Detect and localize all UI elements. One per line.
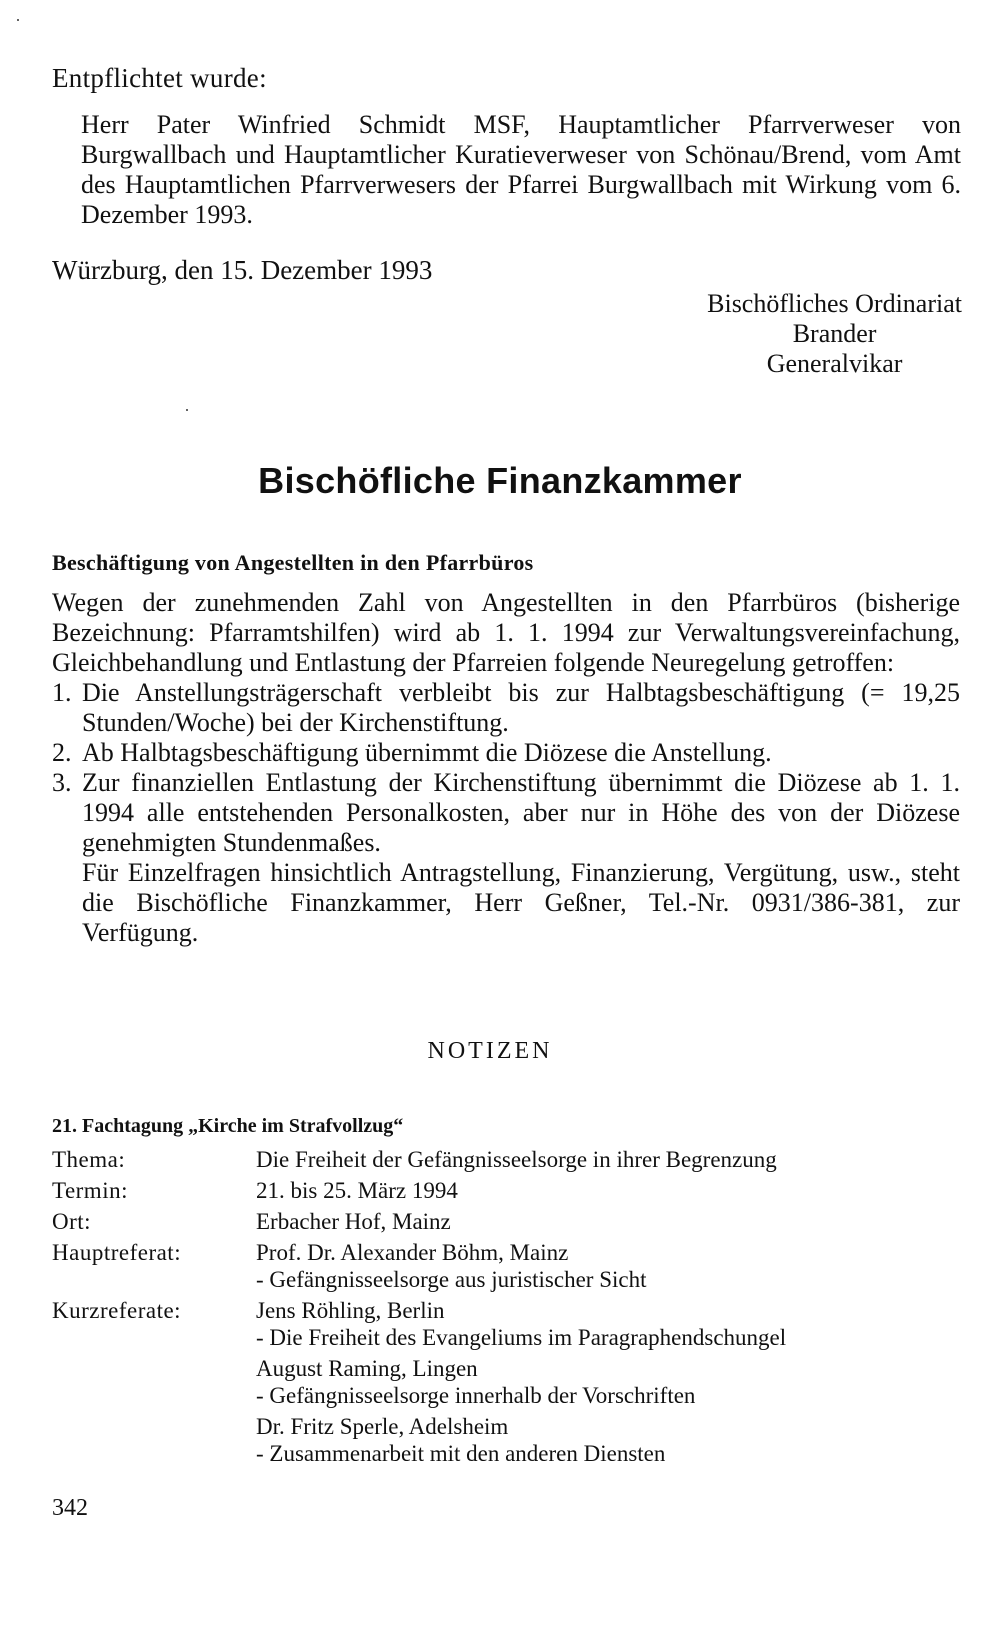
short-talk-speaker: August Raming, Lingen	[256, 1356, 478, 1381]
main-talk-speaker: Prof. Dr. Alexander Böhm, Mainz	[256, 1240, 569, 1265]
theme-label: Thema:	[52, 1147, 126, 1172]
event-row-short-talks	[52, 1297, 952, 1467]
list-number: 3.	[52, 768, 72, 797]
event-row-date	[52, 1177, 952, 1204]
dismissal-text: Herr Pater Winfried Schmidt MSF, Hauptamtlicher Pfarrverweser von Burgwallbach und Hauptamtlicher Kuratieverweser von Schönau/Brend, vom Amt des Hauptamtlichen Pfarrverwesers der Pfarrei Burgwallbach mit Wirkung vom 6. Dezember 1993.	[81, 110, 961, 229]
notices-title: NOTIZEN	[427, 1038, 553, 1064]
short-talk-topic: - Gefängnisseelsorge innerhalb der Vorschriften	[256, 1383, 696, 1408]
event-heading: 21. Fachtagung „Kirche im Strafvollzug“	[52, 1115, 404, 1137]
article-heading: Beschäftigung von Angestellten in den Pfarrbüros	[52, 550, 534, 575]
event-row-theme	[52, 1146, 952, 1173]
list-number: 2.	[52, 738, 72, 767]
section-title: Bischöfliche Finanzkammer	[258, 460, 742, 501]
page-number: 342	[52, 1495, 88, 1521]
list-text: Ab Halbtagsbeschäftigung übernimmt die Diözese die Anstellung.	[82, 738, 772, 767]
signature-title: Generalvikar	[766, 349, 903, 378]
event-details	[52, 1146, 952, 1467]
event-row-place	[52, 1208, 952, 1235]
short-talk-topic: - Zusammenarbeit mit den anderen Diensten	[256, 1441, 666, 1466]
signature-block	[707, 289, 962, 379]
short-talk	[256, 1355, 952, 1409]
main-talk-label: Hauptreferat:	[52, 1240, 182, 1265]
place-value: Erbacher Hof, Mainz	[256, 1209, 451, 1234]
scan-speck	[17, 19, 19, 21]
short-talk-speaker: Dr. Fritz Sperle, Adelsheim	[256, 1414, 509, 1439]
main-talk-value	[256, 1239, 952, 1293]
date-value: 21. bis 25. März 1994	[256, 1178, 458, 1203]
short-talk	[256, 1413, 952, 1467]
scan-speck	[186, 409, 188, 411]
list-text: Die Anstellungsträgerschaft verbleibt bis zur Halbtagsbeschäftigung (= 19,25 Stunden/Woche) bei der Kirchenstiftung.	[82, 678, 960, 737]
event-row-main-talk	[52, 1239, 952, 1293]
list-item	[52, 768, 960, 858]
main-talk-topic: - Gefängnisseelsorge aus juristischer Sicht	[256, 1267, 647, 1292]
short-talks-label: Kurzreferate:	[52, 1298, 182, 1323]
place-label: Ort:	[52, 1209, 92, 1234]
place-date: Würzburg, den 15. Dezember 1993	[52, 255, 433, 285]
article-intro: Wegen der zunehmenden Zahl von Angestellten in den Pfarrbüros (bisherige Bezeichnung: Pfarramtshilfen) wird ab 1. 1. 1994 zur Verwaltungsvereinfachung, Gleichbehandlung und Entlastung der Pfarreien folgende Neuregelung getroffen:	[52, 588, 960, 677]
article-body	[52, 588, 960, 948]
short-talks-value	[256, 1297, 952, 1467]
dismissal-heading: Entpflichtet wurde:	[52, 63, 267, 93]
list-number: 1.	[52, 678, 72, 707]
list-item	[52, 678, 960, 738]
article-closing: Für Einzelfragen hinsichtlich Antragstellung, Finanzierung, Vergütung, usw., steht die Bischöfliche Finanzkammer, Herr Geßner, Tel.-Nr. 0931/386-381, zur Verfügung.	[82, 858, 960, 947]
short-talk	[256, 1297, 952, 1351]
signature-name: Brander	[792, 319, 877, 348]
theme-value: Die Freiheit der Gefängnisseelsorge in ihrer Begrenzung	[256, 1147, 777, 1172]
date-label: Termin:	[52, 1178, 128, 1203]
signature-office: Bischöfliches Ordinariat	[707, 289, 962, 318]
list-item	[52, 738, 960, 768]
list-text: Zur finanziellen Entlastung der Kirchenstiftung übernimmt die Diözese ab 1. 1. 1994 alle entstehenden Personalkosten, aber nur in Höhe des von der Diözese genehmigten Stundenmaßes.	[82, 768, 960, 857]
short-talk-topic: - Die Freiheit des Evangeliums im Paragraphendschungel	[256, 1325, 787, 1350]
short-talk-speaker: Jens Röhling, Berlin	[256, 1298, 445, 1323]
